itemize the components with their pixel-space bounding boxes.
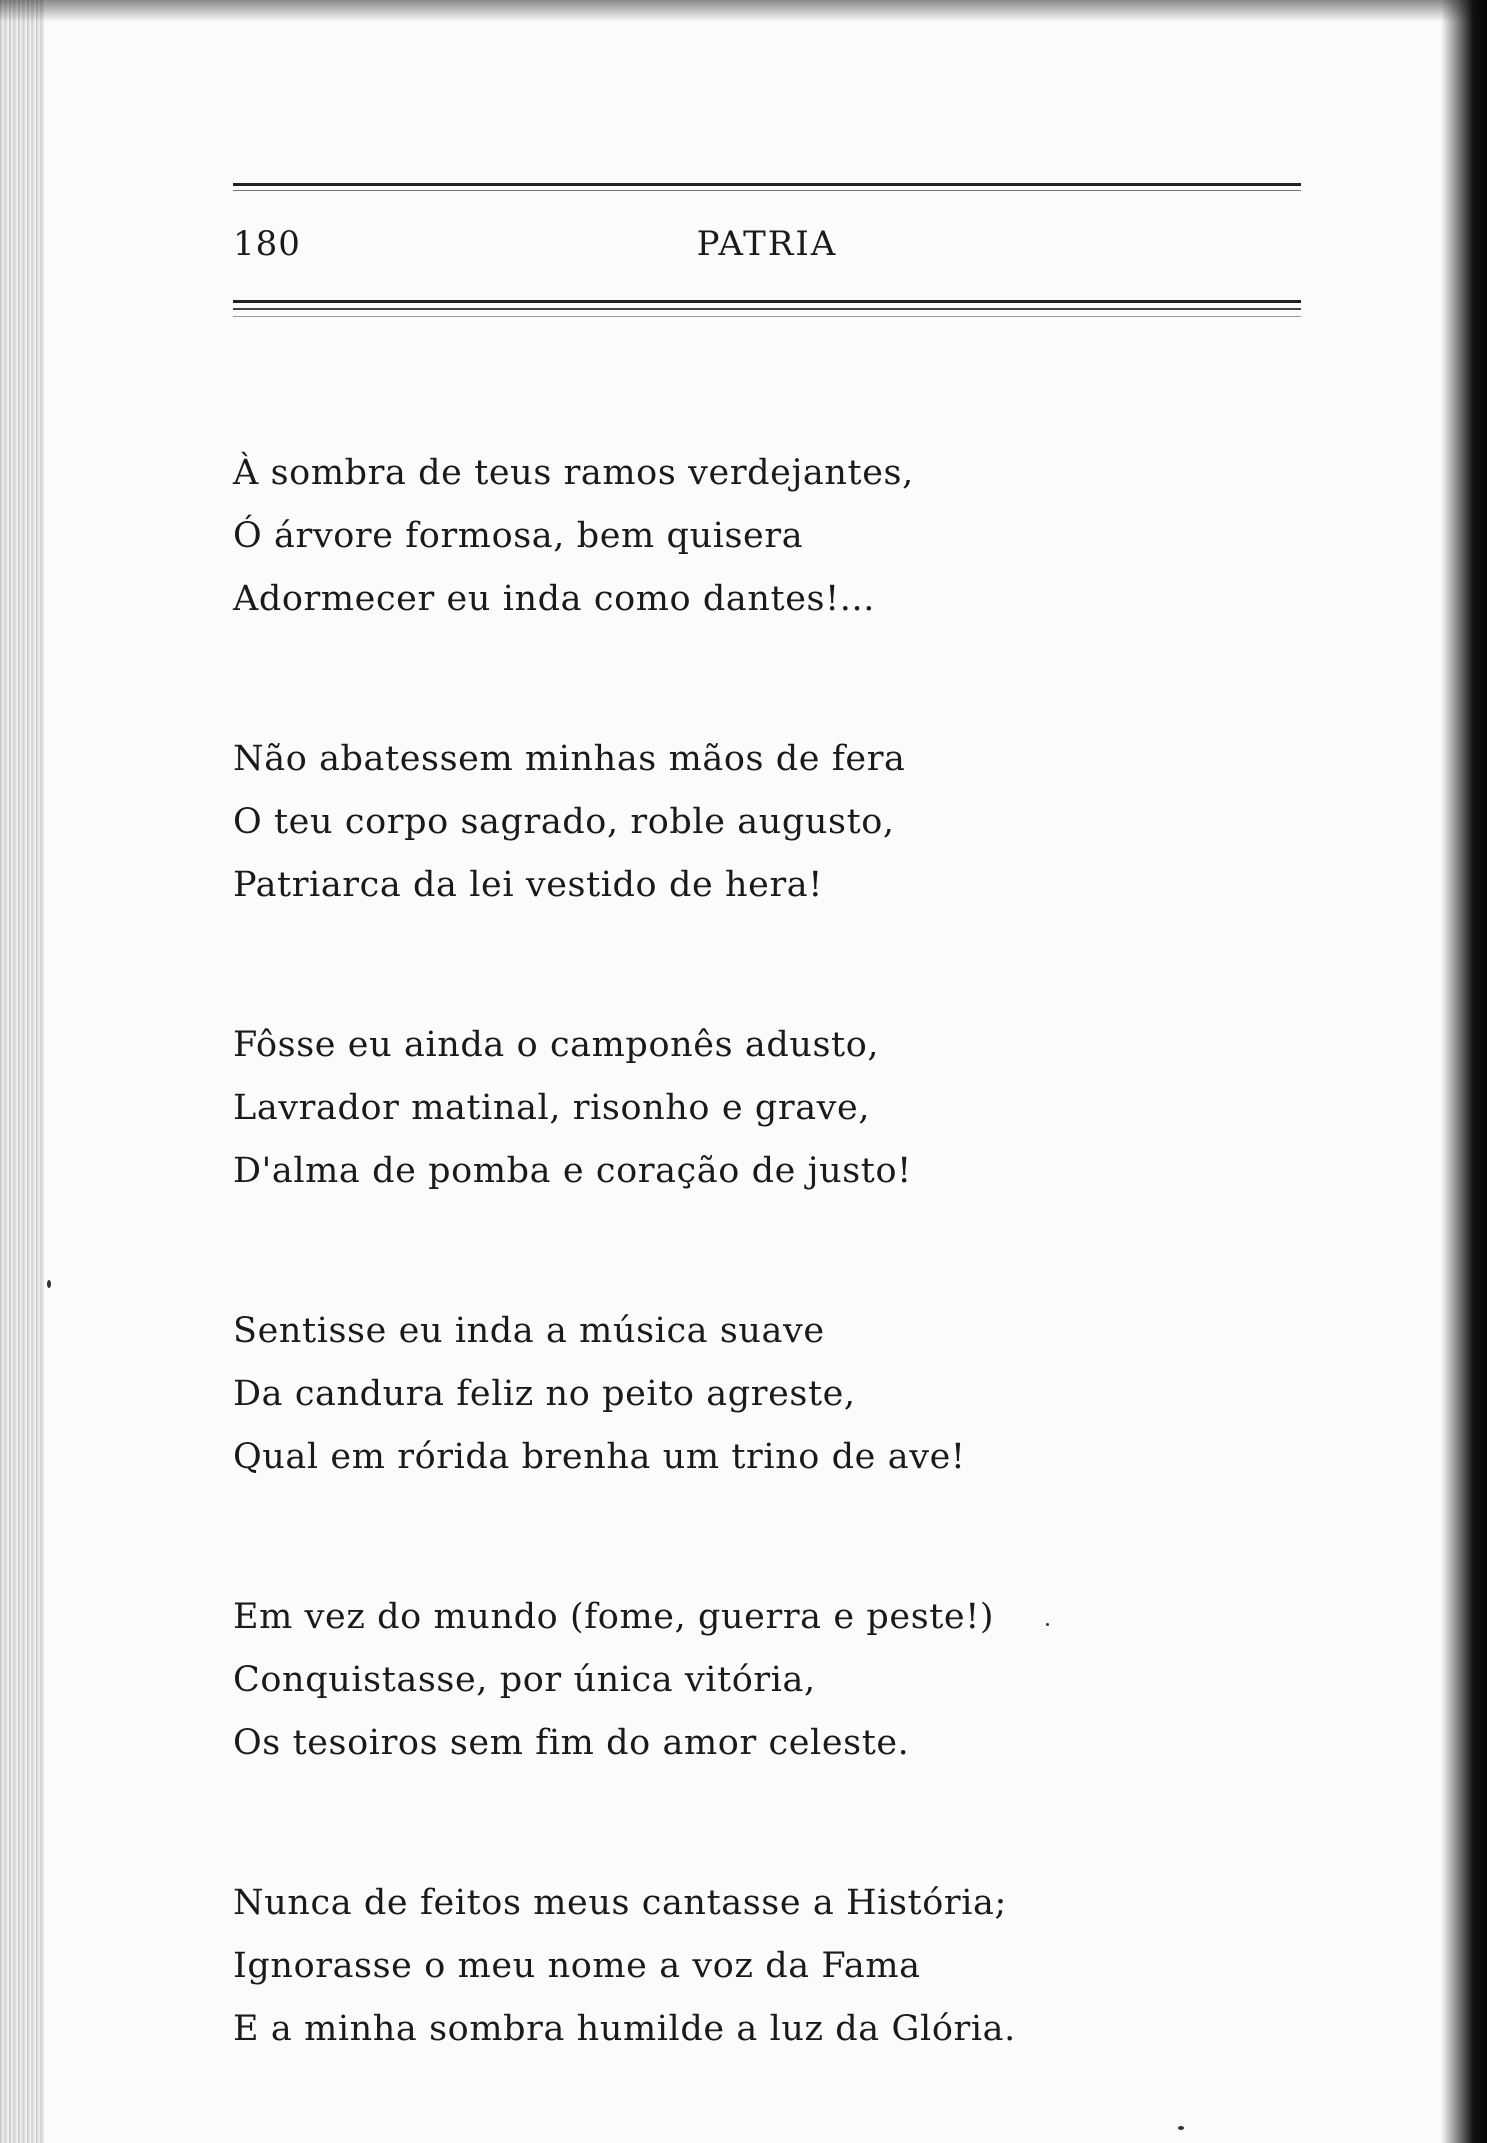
verse-line: D'alma de pomba e coração de justo! (233, 1151, 912, 1191)
verse-line: Não abatessem minhas mãos de fera (233, 739, 906, 779)
verse-line: Ó árvore formosa, bem quisera (233, 516, 804, 556)
header-top-rule (233, 183, 1301, 186)
verse-line: Qual em rórida brenha um trino de ave! (233, 1437, 966, 1477)
verse-line: Patriarca da lei vestido de hera! (233, 865, 823, 905)
scan-top-edge (0, 0, 1487, 22)
verse-line: Em vez do mundo (fome, guerra e peste!) (233, 1597, 995, 1637)
scan-left-edge (0, 0, 44, 2143)
page-header (233, 224, 1301, 274)
header-bottom-rule-thin (233, 316, 1301, 317)
scan-speck (1046, 1623, 1049, 1626)
page-number: 180 (233, 224, 301, 264)
verse-line: O teu corpo sagrado, roble augusto, (233, 802, 895, 842)
header-bottom-rule (233, 300, 1301, 303)
verse-line: Nunca de feitos meus cantasse a História; (233, 1883, 1007, 1923)
verse-line: Conquistasse, por única vitória, (233, 1660, 816, 1700)
verse-line: Sentisse eu inda a música suave (233, 1311, 825, 1351)
stanza (233, 1586, 1301, 1775)
verse-line: Da candura feliz no peito agreste, (233, 1374, 856, 1414)
stanza (233, 728, 1301, 917)
verse-line: Fôsse eu ainda o camponês adusto, (233, 1025, 880, 1065)
verse-line: E a minha sombra humilde a luz da Glória. (233, 2009, 1016, 2049)
verse-line: Adormecer eu inda como dantes!... (233, 579, 875, 619)
scan-speck (47, 1280, 51, 1288)
verse-line: Os tesoiros sem fim do amor celeste. (233, 1723, 910, 1763)
stanza (233, 1872, 1301, 2061)
stanza (233, 442, 1301, 631)
stanza (233, 1014, 1301, 1203)
running-title: PATRIA (696, 224, 838, 264)
stanza (233, 1300, 1301, 1489)
verse-line: Lavrador matinal, risonho e grave, (233, 1088, 871, 1128)
header-top-rule-thin (233, 190, 1301, 191)
verse-line: Ignorasse o meu nome a voz da Fama (233, 1946, 921, 1986)
verse-line: À sombra de teus ramos verdejantes, (233, 453, 914, 493)
scan-right-edge (1441, 0, 1487, 2143)
scan-speck (1178, 2126, 1184, 2130)
header-bottom-rule-double (233, 308, 1301, 310)
